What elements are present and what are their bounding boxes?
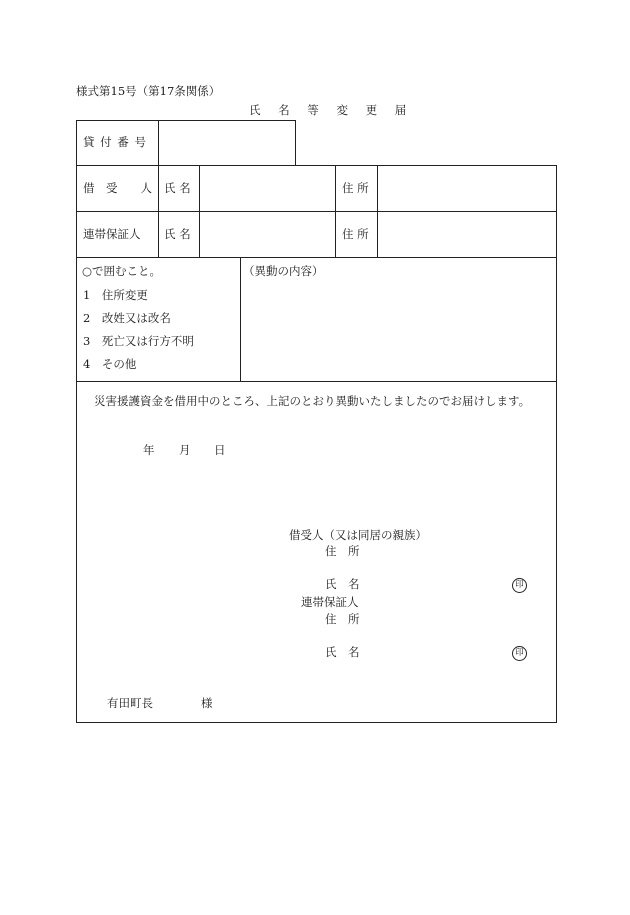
option-other[interactable]: 4 その他 — [83, 357, 137, 371]
borrower-name: 氏 名 — [325, 577, 360, 591]
honorific: 様 — [201, 696, 213, 710]
date-month: 月 — [179, 443, 191, 457]
borrower-address-field[interactable] — [379, 167, 555, 209]
guarantor-name-label: 氏 名 — [164, 227, 191, 241]
instruction-text: ○で囲むこと。 — [82, 264, 162, 278]
row-divider-1 — [76, 211, 557, 212]
col-divider-5 — [240, 257, 241, 381]
row-divider-3 — [76, 381, 557, 382]
declaration-statement: 災害援護資金を借用中のところ、上記のとおり異動いたしましたのでお届けします。 — [94, 394, 531, 408]
option-name-change[interactable]: 2 改姓又は改名 — [83, 311, 171, 325]
borrower-label: 借 受 人 — [83, 181, 152, 195]
addressee: 有田町長 — [107, 696, 153, 710]
col-divider-2 — [199, 165, 200, 257]
guarantor-name: 氏 名 — [325, 645, 360, 659]
borrower-heading: 借受人（又は同居の親族） — [289, 528, 427, 542]
option-address-change[interactable]: 1 住所変更 — [83, 288, 148, 302]
borrower-address: 住 所 — [325, 544, 360, 558]
guarantor-address-label: 住 所 — [342, 227, 369, 241]
date-day: 日 — [214, 443, 226, 457]
change-detail-label: （異動の内容） — [243, 264, 324, 278]
loan-number-field[interactable] — [158, 120, 296, 166]
date-year: 年 — [143, 443, 155, 457]
form-title: 氏 名 等 変 更 届 — [249, 103, 414, 117]
guarantor-seal-icon: 印 — [512, 646, 527, 661]
guarantor-heading: 連帯保証人 — [301, 595, 359, 609]
guarantor-name-field[interactable] — [201, 213, 333, 255]
borrower-seal-icon: 印 — [512, 578, 527, 593]
change-detail-field[interactable] — [242, 282, 555, 379]
option-death-missing[interactable]: 3 死亡又は行方不明 — [83, 334, 194, 348]
borrower-address-label: 住 所 — [342, 181, 369, 195]
borrower-name-label: 氏 名 — [164, 181, 191, 195]
col-divider-3 — [335, 165, 336, 257]
form-number: 様式第15号（第17条関係） — [76, 84, 221, 98]
loan-number-label: 貸 付 番 号 — [83, 135, 147, 149]
guarantor-label: 連帯保証人 — [83, 227, 141, 241]
row-divider-2 — [76, 257, 557, 258]
borrower-name-field[interactable] — [201, 167, 333, 209]
col-divider-1 — [158, 165, 159, 257]
col-divider-4 — [377, 165, 378, 257]
guarantor-address-field[interactable] — [379, 213, 555, 255]
guarantor-address: 住 所 — [325, 612, 360, 626]
